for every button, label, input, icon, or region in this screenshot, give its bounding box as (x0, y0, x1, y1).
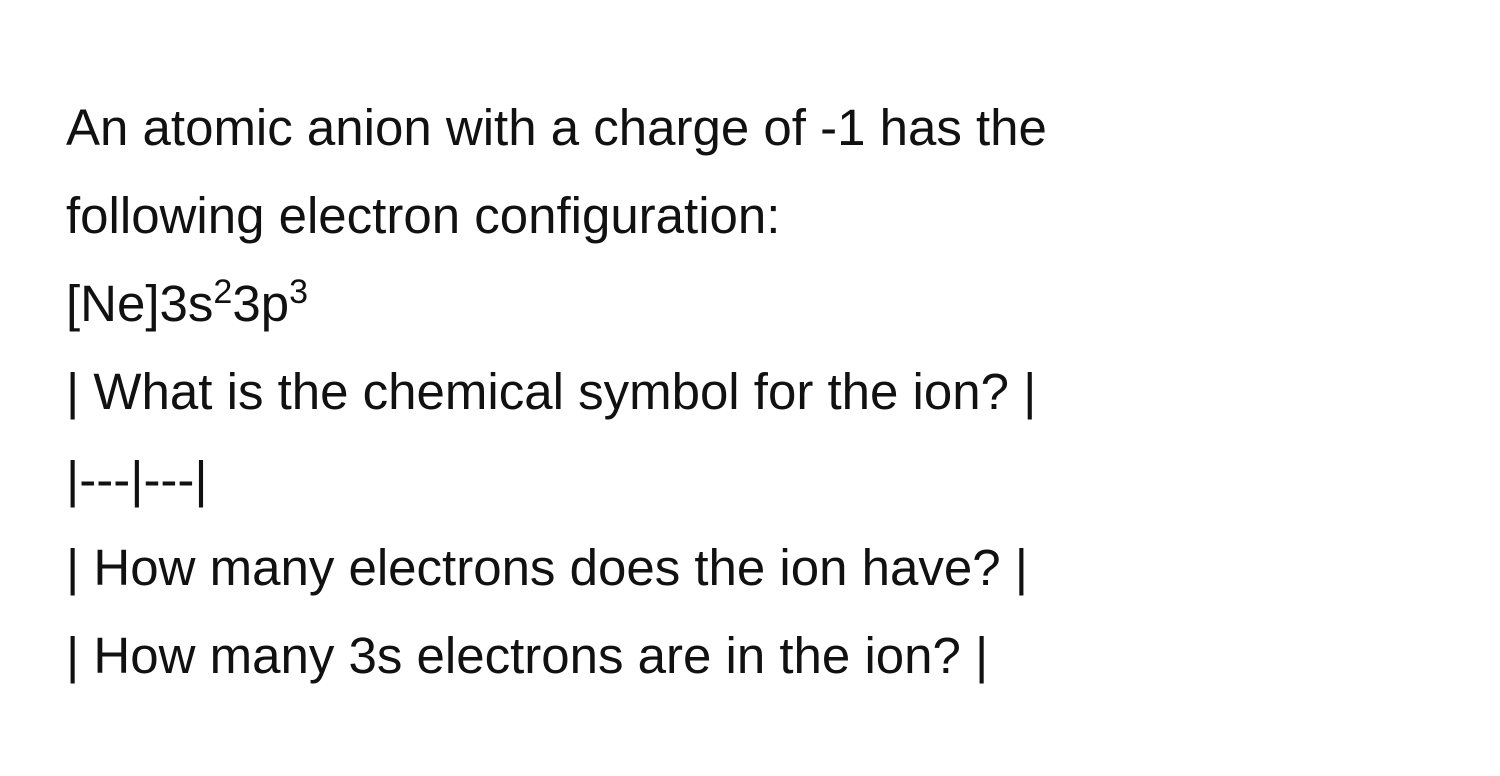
config-orbital-3s: 3s (159, 275, 214, 332)
question-document (66, 84, 1466, 700)
config-orbital-3s-exponent: 2 (213, 273, 233, 311)
question-intro-line-1: An atomic anion with a charge of -1 has the (66, 99, 1047, 156)
electron-configuration (66, 260, 1466, 348)
config-core: [Ne] (66, 275, 160, 332)
config-orbital-3p-exponent: 3 (289, 273, 308, 311)
table-row-3s-electrons-question: | How many 3s electrons are in the ion? | (66, 627, 989, 684)
table-row-separator: |---|---| (66, 451, 208, 508)
question-intro-line-2: following electron configuration: (66, 187, 781, 244)
table-row-symbol-question: | What is the chemical symbol for the ion? | (66, 363, 1037, 420)
config-orbital-3p: 3p (232, 275, 290, 332)
table-row-electrons-question: | How many electrons does the ion have? | (66, 539, 1029, 596)
